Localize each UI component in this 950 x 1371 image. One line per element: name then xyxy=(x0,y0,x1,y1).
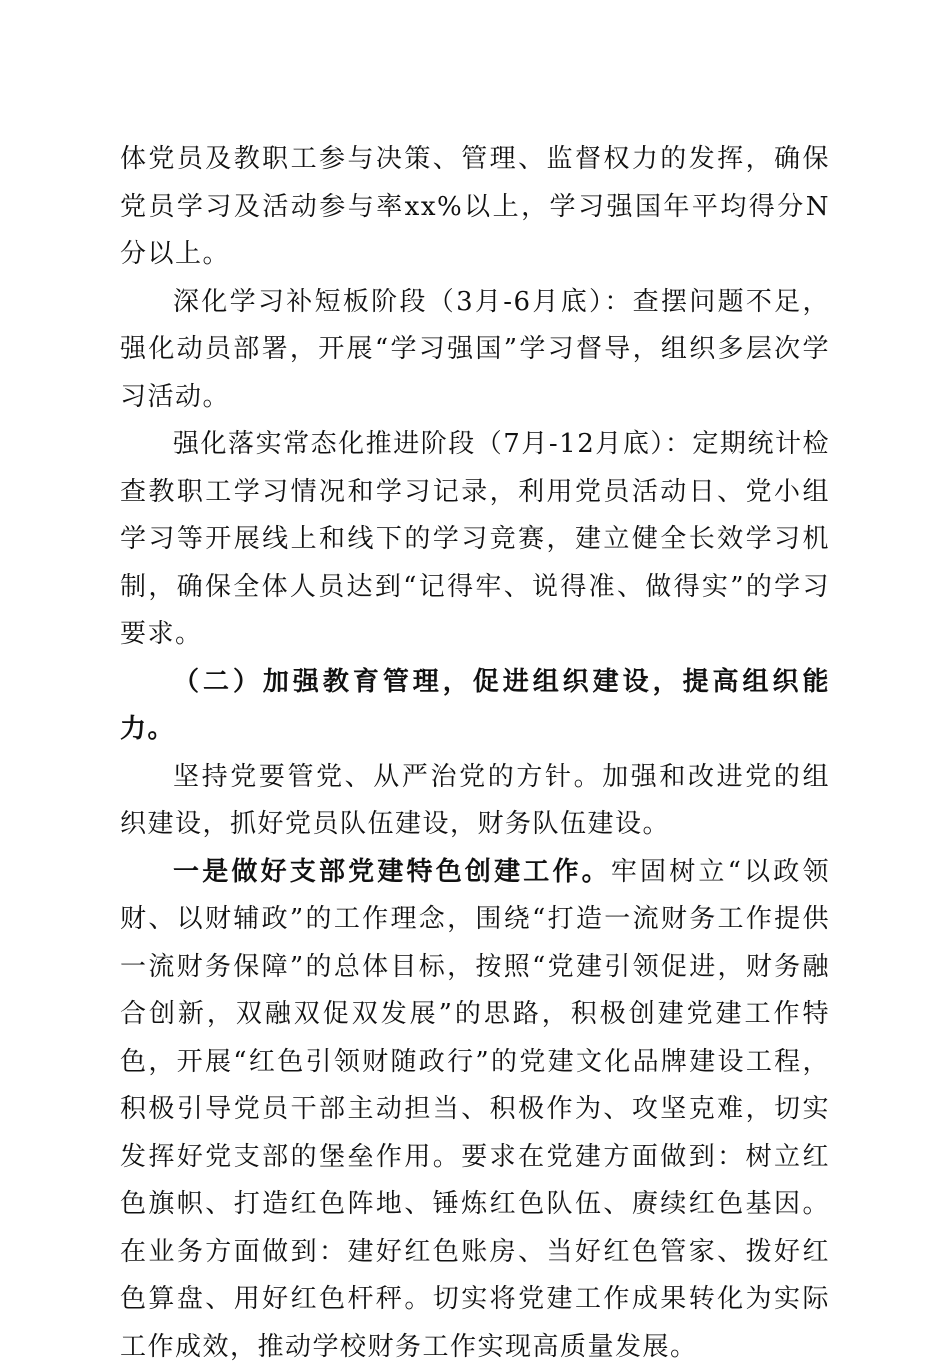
section-heading-two: （二）加强教育管理，促进组织建设，提高组织能力。 xyxy=(120,659,830,754)
paragraph-stage-deepen-study: 深化学习补短板阶段（3月-6月底）：查摆问题不足，强化动员部署，开展“学习强国”学习督导，组织多层次学习活动。 xyxy=(120,279,830,422)
paragraph-branch-feature xyxy=(120,849,830,1371)
paragraph-stage-normalize: 强化落实常态化推进阶段（7月-12月底）：定期统计检查教职工学习情况和学习记录，利用党员活动日、党小组学习等开展线上和线下的学习竞赛，建立健全长效学习机制，确保全体人员达到“记得牢、说得准、做得实”的学习要求。 xyxy=(120,421,830,659)
paragraph-body: 牢固树立“以政领财、以财辅政”的工作理念，围绕“打造一流财务工作提供一流财务保障”的总体目标，按照“党建引领促进，财务融合创新，双融双促双发展”的思路，积极创建党建工作特色，开展“红色引领财随政行”的党建文化品牌建设工程，积极引导党员干部主动担当、积极作为、攻坚克难，切实发挥好党支部的堡垒作用。要求在党建方面做到：树立红色旗帜、打造红色阵地、锤炼红色队伍、赓续红色基因。在业务方面做到：建好红色账房、当好红色管家、拨好红色算盘、用好红色杆秤。切实将党建工作成果转化为实际工作成效，推动学校财务工作实现高质量发展。 xyxy=(120,857,830,1362)
document-body xyxy=(120,136,830,1371)
paragraph-lead-bold: 一是做好支部党建特色创建工作。 xyxy=(173,857,611,887)
paragraph-party-principle: 坚持党要管党、从严治党的方针。加强和改进党的组织建设，抓好党员队伍建设，财务队伍建设。 xyxy=(120,754,830,849)
paragraph-continued: 体党员及教职工参与决策、管理、监督权力的发挥，确保党员学习及活动参与率xx%以上，学习强国年平均得分N分以上。 xyxy=(120,136,830,279)
